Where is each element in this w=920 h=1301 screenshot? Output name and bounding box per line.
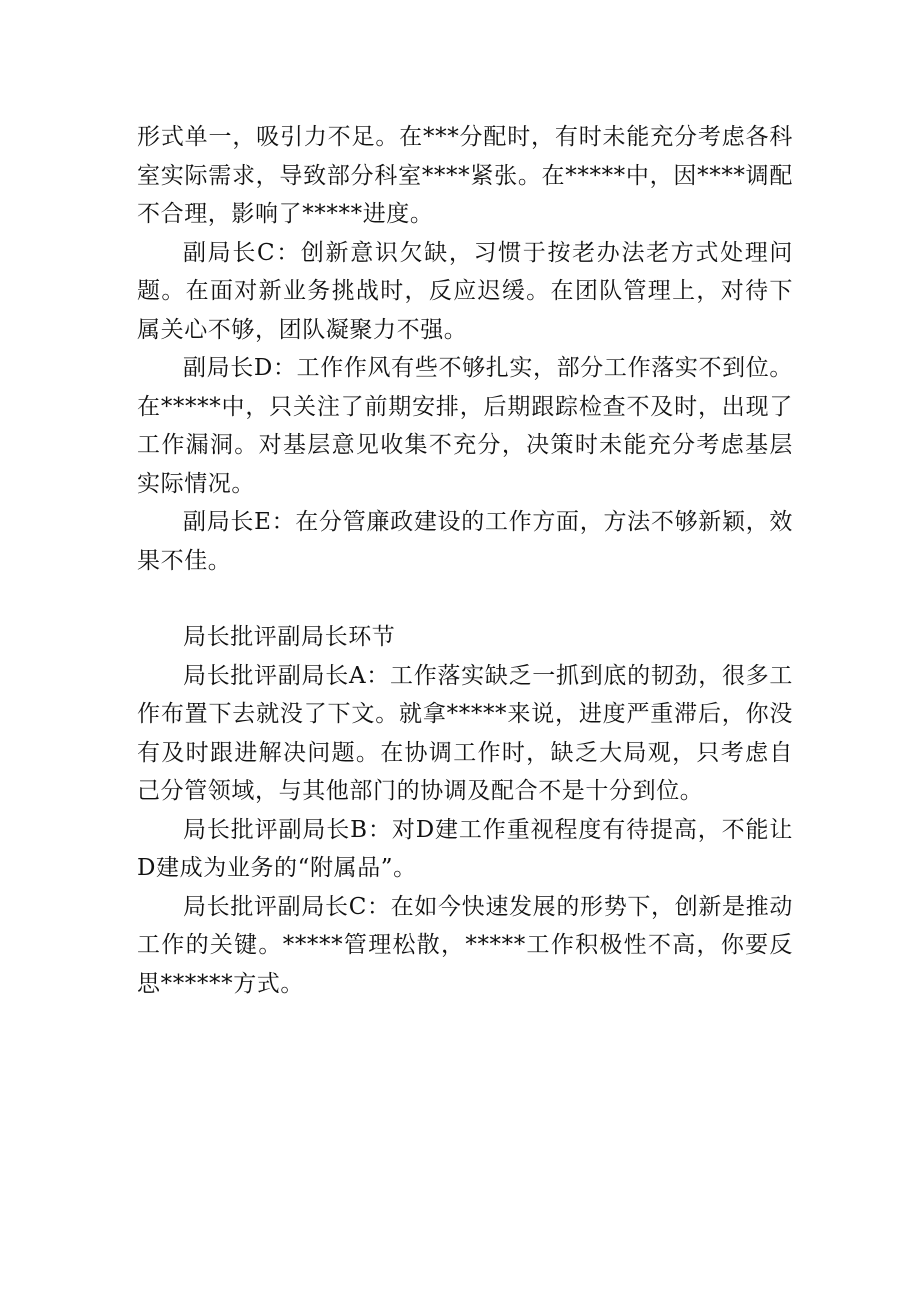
paragraph-deputy-e: 副局长E：在分管廉政建设的工作方面，方法不够新颖，效果不佳。 <box>137 509 793 574</box>
paragraph-criticism-b: 局长批评副局长B：对D建工作重视程度有待提高，不能让D建成为业务的“附属品”。 <box>137 816 793 881</box>
section-heading: 局长批评副局长环节 <box>183 624 396 650</box>
paragraph-deputy-c: 副局长C：创新意识欠缺，习惯于按老办法老方式处理问题。在面对新业务挑战时，反应迟缓。在团队管理上，对待下属关心不够，团队凝聚力不强。 <box>137 239 793 343</box>
paragraph-continuation: 形式单一，吸引力不足。在***分配时，有时未能充分考虑各科室实际需求，导致部分科室****紧张。在*****中，因****调配不合理，影响了*****进度。 <box>137 124 793 227</box>
paragraph-criticism-c: 局长批评副局长C：在如今快速发展的形势下，创新是推动工作的关键。*****管理松散，*****工作积极性不高，你要反思******方式。 <box>137 893 793 997</box>
document-body <box>137 118 793 1003</box>
paragraph-deputy-d: 副局长D：工作作风有些不够扎实，部分工作落实不到位。在*****中，只关注了前期安排，后期跟踪检查不及时，出现了工作漏洞。对基层意见收集不充分，决策时未能充分考虑基层实际情况。 <box>137 355 793 497</box>
paragraph-criticism-a: 局长批评副局长A：工作落实缺乏一抓到底的韧劲，很多工作布置下去就没了下文。就拿*****来说，进度严重滞后，你没有及时跟进解决问题。在协调工作时，缺乏大局观，只考虑自己分管领域，与其他部门的协调及配合不是十分到位。 <box>137 662 793 804</box>
